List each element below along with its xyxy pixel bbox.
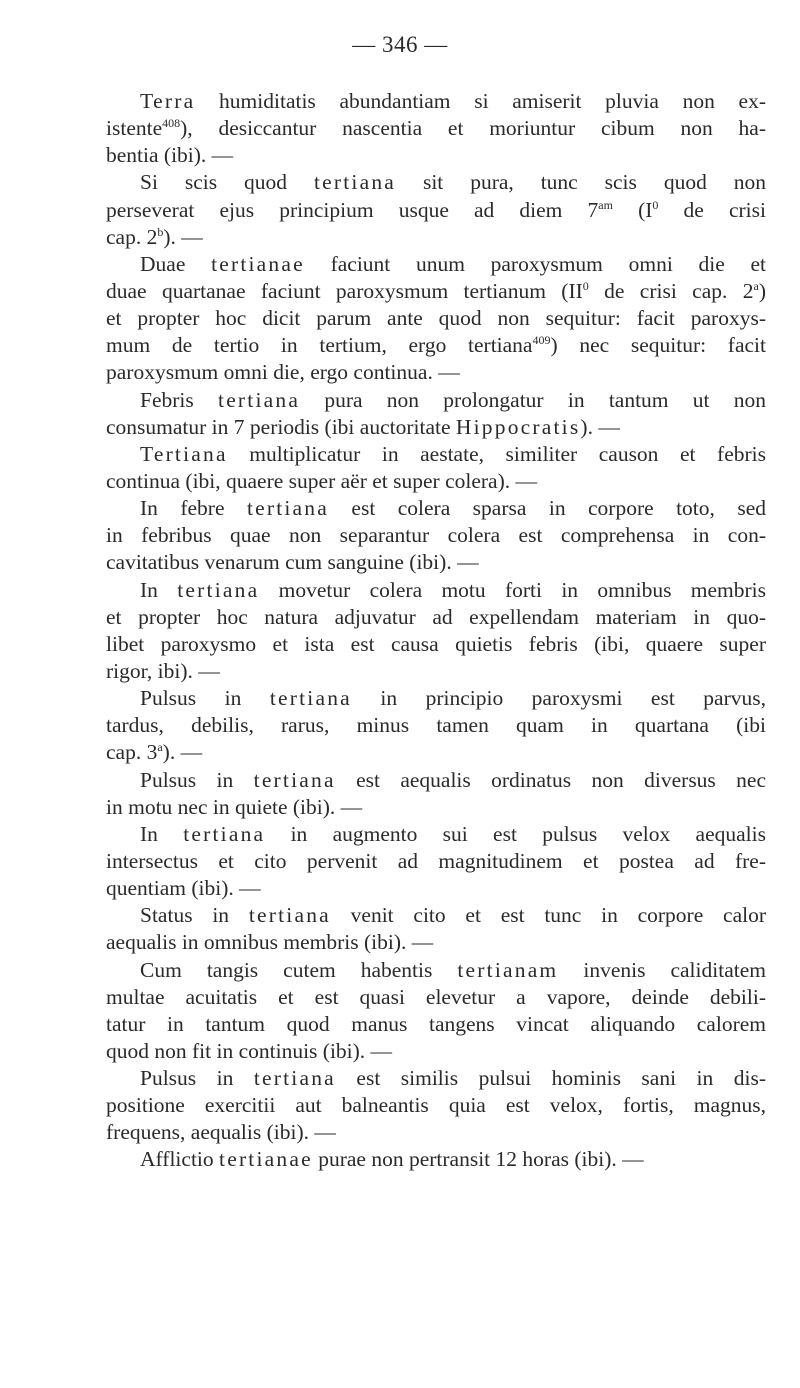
spaced-term: tertianae bbox=[219, 1147, 313, 1172]
text-line bbox=[106, 441, 766, 468]
text-line bbox=[106, 115, 766, 142]
text-run: ). — bbox=[580, 414, 620, 439]
paragraph bbox=[106, 169, 766, 250]
paragraph bbox=[106, 957, 766, 1066]
superscript: 0 bbox=[652, 197, 659, 212]
text-run: Afflictio bbox=[140, 1147, 220, 1172]
text-run: positione exercitii aut balneantis quia est velox, fortis, magnus, bbox=[106, 1093, 766, 1118]
text-run: paroxysmum omni die, ergo continua. — bbox=[106, 360, 460, 385]
text-run: In bbox=[140, 821, 184, 846]
spaced-term: tertiana bbox=[313, 170, 397, 195]
text-run: est aequalis ordinatus non diversus nec bbox=[335, 767, 767, 792]
text-line bbox=[106, 1065, 766, 1092]
text-line bbox=[106, 1119, 766, 1146]
text-run: humiditatis abundantiam si amiserit pluvia non ex- bbox=[195, 89, 766, 113]
text-line bbox=[106, 468, 766, 495]
text-run: Pulsus in bbox=[140, 686, 270, 711]
superscript: am bbox=[598, 197, 613, 212]
text-run: Pulsus in bbox=[140, 1066, 254, 1091]
spaced-term: tertiana bbox=[248, 903, 331, 928]
text-run: est colera sparsa in corpore toto, sed bbox=[329, 496, 766, 521]
paragraph bbox=[106, 441, 766, 495]
text-run: purae non pertransit 12 horas (ibi). — bbox=[312, 1147, 644, 1172]
text-line bbox=[106, 712, 766, 739]
text-body bbox=[106, 88, 766, 1174]
text-run: tardus, debilis, rarus, minus tamen quam in quartana (ibi bbox=[106, 713, 766, 738]
text-line bbox=[106, 414, 766, 441]
spaced-term: tertiana bbox=[253, 767, 336, 792]
text-run: Duae bbox=[140, 251, 212, 276]
text-line bbox=[106, 604, 766, 631]
paragraph bbox=[106, 495, 766, 576]
text-line bbox=[106, 984, 766, 1011]
text-run: rigor, ibi). — bbox=[106, 658, 220, 683]
spaced-term: tertianae bbox=[211, 251, 305, 276]
text-run: cap. 3 bbox=[106, 740, 158, 765]
spaced-term: tertiana bbox=[183, 821, 266, 846]
spaced-term: Hippocratis bbox=[455, 414, 581, 439]
text-line bbox=[106, 1011, 766, 1038]
superscript: 408 bbox=[162, 115, 181, 130]
text-line bbox=[106, 848, 766, 875]
text-line bbox=[106, 631, 766, 658]
text-run: istente bbox=[106, 116, 163, 141]
text-run: cavitatibus venarum cum sanguine (ibi). — bbox=[106, 550, 479, 575]
spaced-term: tertiana bbox=[218, 387, 301, 412]
text-line bbox=[106, 1146, 766, 1173]
text-run: Status in bbox=[140, 903, 249, 928]
text-run: in principio paroxysmi est parvus, bbox=[351, 686, 766, 711]
text-run: mum de tertio in tertium, ergo tertiana bbox=[106, 333, 533, 358]
text-run: movetur colera motu forti in omnibus membris bbox=[259, 577, 766, 602]
text-line bbox=[106, 251, 766, 278]
text-line bbox=[106, 305, 766, 332]
text-run: in motu nec in quiete (ibi). — bbox=[106, 794, 363, 819]
text-run: Cum tangis cutem habentis bbox=[140, 957, 458, 982]
text-run: ). — bbox=[163, 224, 203, 249]
text-line bbox=[106, 359, 766, 386]
text-run: tatur in tantum quod manus tangens vincat aliquando calorem bbox=[106, 1011, 766, 1036]
text-line bbox=[106, 1038, 766, 1065]
superscript: a bbox=[157, 740, 163, 755]
text-line bbox=[106, 495, 766, 522]
text-line bbox=[106, 957, 766, 984]
text-line bbox=[106, 821, 766, 848]
text-run: faciunt unum paroxysmum omni die et bbox=[304, 251, 766, 276]
spaced-term: tertiana bbox=[177, 577, 260, 602]
text-line bbox=[106, 685, 766, 712]
text-line bbox=[106, 522, 766, 549]
text-run: venit cito et est tunc in corpore calor bbox=[330, 903, 766, 928]
text-line bbox=[106, 332, 766, 359]
text-run: quod non fit in continuis (ibi). — bbox=[106, 1038, 393, 1063]
page-number: — 346 — bbox=[352, 32, 448, 57]
text-line bbox=[106, 142, 766, 169]
text-run: de crisi bbox=[658, 197, 766, 222]
superscript: b bbox=[157, 224, 164, 239]
text-run: ) nec sequitur: facit bbox=[550, 333, 766, 358]
text-run: duae quartanae faciunt paroxysmum tertianum (II bbox=[106, 278, 583, 303]
text-run: invenis caliditatem bbox=[558, 957, 766, 982]
text-line bbox=[106, 929, 766, 956]
text-run: sit pura, tunc scis quod non bbox=[396, 170, 766, 195]
spaced-term: tertiana bbox=[246, 496, 329, 521]
text-run: est similis pulsui hominis sani in dis- bbox=[335, 1066, 766, 1091]
text-run: et propter hoc dicit parum ante quod non sequitur: facit paroxys- bbox=[106, 306, 766, 331]
text-run: pura non prolongatur in tantum ut non bbox=[300, 387, 767, 412]
superscript: 409 bbox=[532, 333, 551, 348]
text-run: Si scis quod bbox=[140, 170, 314, 195]
text-line bbox=[106, 88, 766, 115]
text-line bbox=[106, 387, 766, 414]
text-run: consumatur in 7 periodis (ibi auctoritate bbox=[106, 414, 456, 439]
spaced-term: Tertiana bbox=[140, 441, 228, 466]
text-run: ), desiccantur nascentia et moriuntur cibum non ha- bbox=[180, 116, 766, 141]
text-run: bentia (ibi). — bbox=[106, 143, 234, 168]
text-run: de crisi cap. 2 bbox=[588, 278, 754, 303]
spaced-term: tertiana bbox=[253, 1066, 336, 1091]
text-run: cap. 2 bbox=[106, 224, 158, 249]
paragraph bbox=[106, 1146, 766, 1173]
superscript: a bbox=[753, 278, 759, 293]
text-line bbox=[106, 169, 766, 196]
text-run: perseverat ejus principium usque ad diem 7 bbox=[106, 197, 599, 222]
text-line bbox=[106, 577, 766, 604]
text-run: frequens, aequalis (ibi). — bbox=[106, 1120, 336, 1145]
text-run: In bbox=[140, 577, 178, 602]
text-run: in augmento sui est pulsus velox aequalis bbox=[265, 821, 766, 846]
paragraph bbox=[106, 821, 766, 902]
text-line bbox=[106, 875, 766, 902]
paragraph bbox=[106, 1065, 766, 1146]
text-run: ) bbox=[758, 278, 766, 303]
paragraph bbox=[106, 88, 766, 169]
text-line bbox=[106, 794, 766, 821]
paragraph bbox=[106, 902, 766, 956]
text-line bbox=[106, 197, 766, 224]
paragraph bbox=[106, 685, 766, 766]
text-line bbox=[106, 902, 766, 929]
text-run: T bbox=[140, 89, 154, 113]
text-run: (I bbox=[612, 197, 653, 222]
text-run: intersectus et cito pervenit ad magnitudinem et postea ad fre- bbox=[106, 848, 766, 873]
text-run: Febris bbox=[140, 387, 219, 412]
superscript: 0 bbox=[582, 278, 589, 293]
text-run: multiplicatur in aestate, similiter causon et febris bbox=[227, 441, 766, 466]
text-line bbox=[106, 739, 766, 766]
paragraph bbox=[106, 577, 766, 686]
text-run: Pulsus in bbox=[140, 767, 254, 792]
text-run: aequalis in omnibus membris (ibi). — bbox=[106, 930, 434, 955]
text-run: In febre bbox=[140, 496, 247, 521]
text-line bbox=[106, 278, 766, 305]
text-run: et propter hoc natura adjuvatur ad expellendam materiam in quo- bbox=[106, 604, 766, 629]
paragraph bbox=[106, 767, 766, 821]
spaced-term: erra bbox=[153, 89, 196, 113]
text-run: quentiam (ibi). — bbox=[106, 876, 261, 901]
paragraph bbox=[106, 387, 766, 441]
text-line bbox=[106, 549, 766, 576]
text-line bbox=[106, 224, 766, 251]
text-line bbox=[106, 767, 766, 794]
text-run: multae acuitatis et est quasi elevetur a vapore, deinde debili- bbox=[106, 984, 766, 1009]
text-run: continua (ibi, quaere super aër et super colera). — bbox=[106, 468, 537, 493]
text-run: libet paroxysmo et ista est causa quietis febris (ibi, quaere super bbox=[106, 631, 766, 656]
spaced-term: tertiana bbox=[269, 686, 352, 711]
text-run: in febribus quae non separantur colera est comprehensa in con- bbox=[106, 523, 766, 548]
text-run: ). — bbox=[162, 740, 203, 765]
text-line bbox=[106, 658, 766, 685]
paragraph bbox=[106, 251, 766, 387]
spaced-term: tertianam bbox=[457, 957, 559, 982]
text-line bbox=[106, 1092, 766, 1119]
